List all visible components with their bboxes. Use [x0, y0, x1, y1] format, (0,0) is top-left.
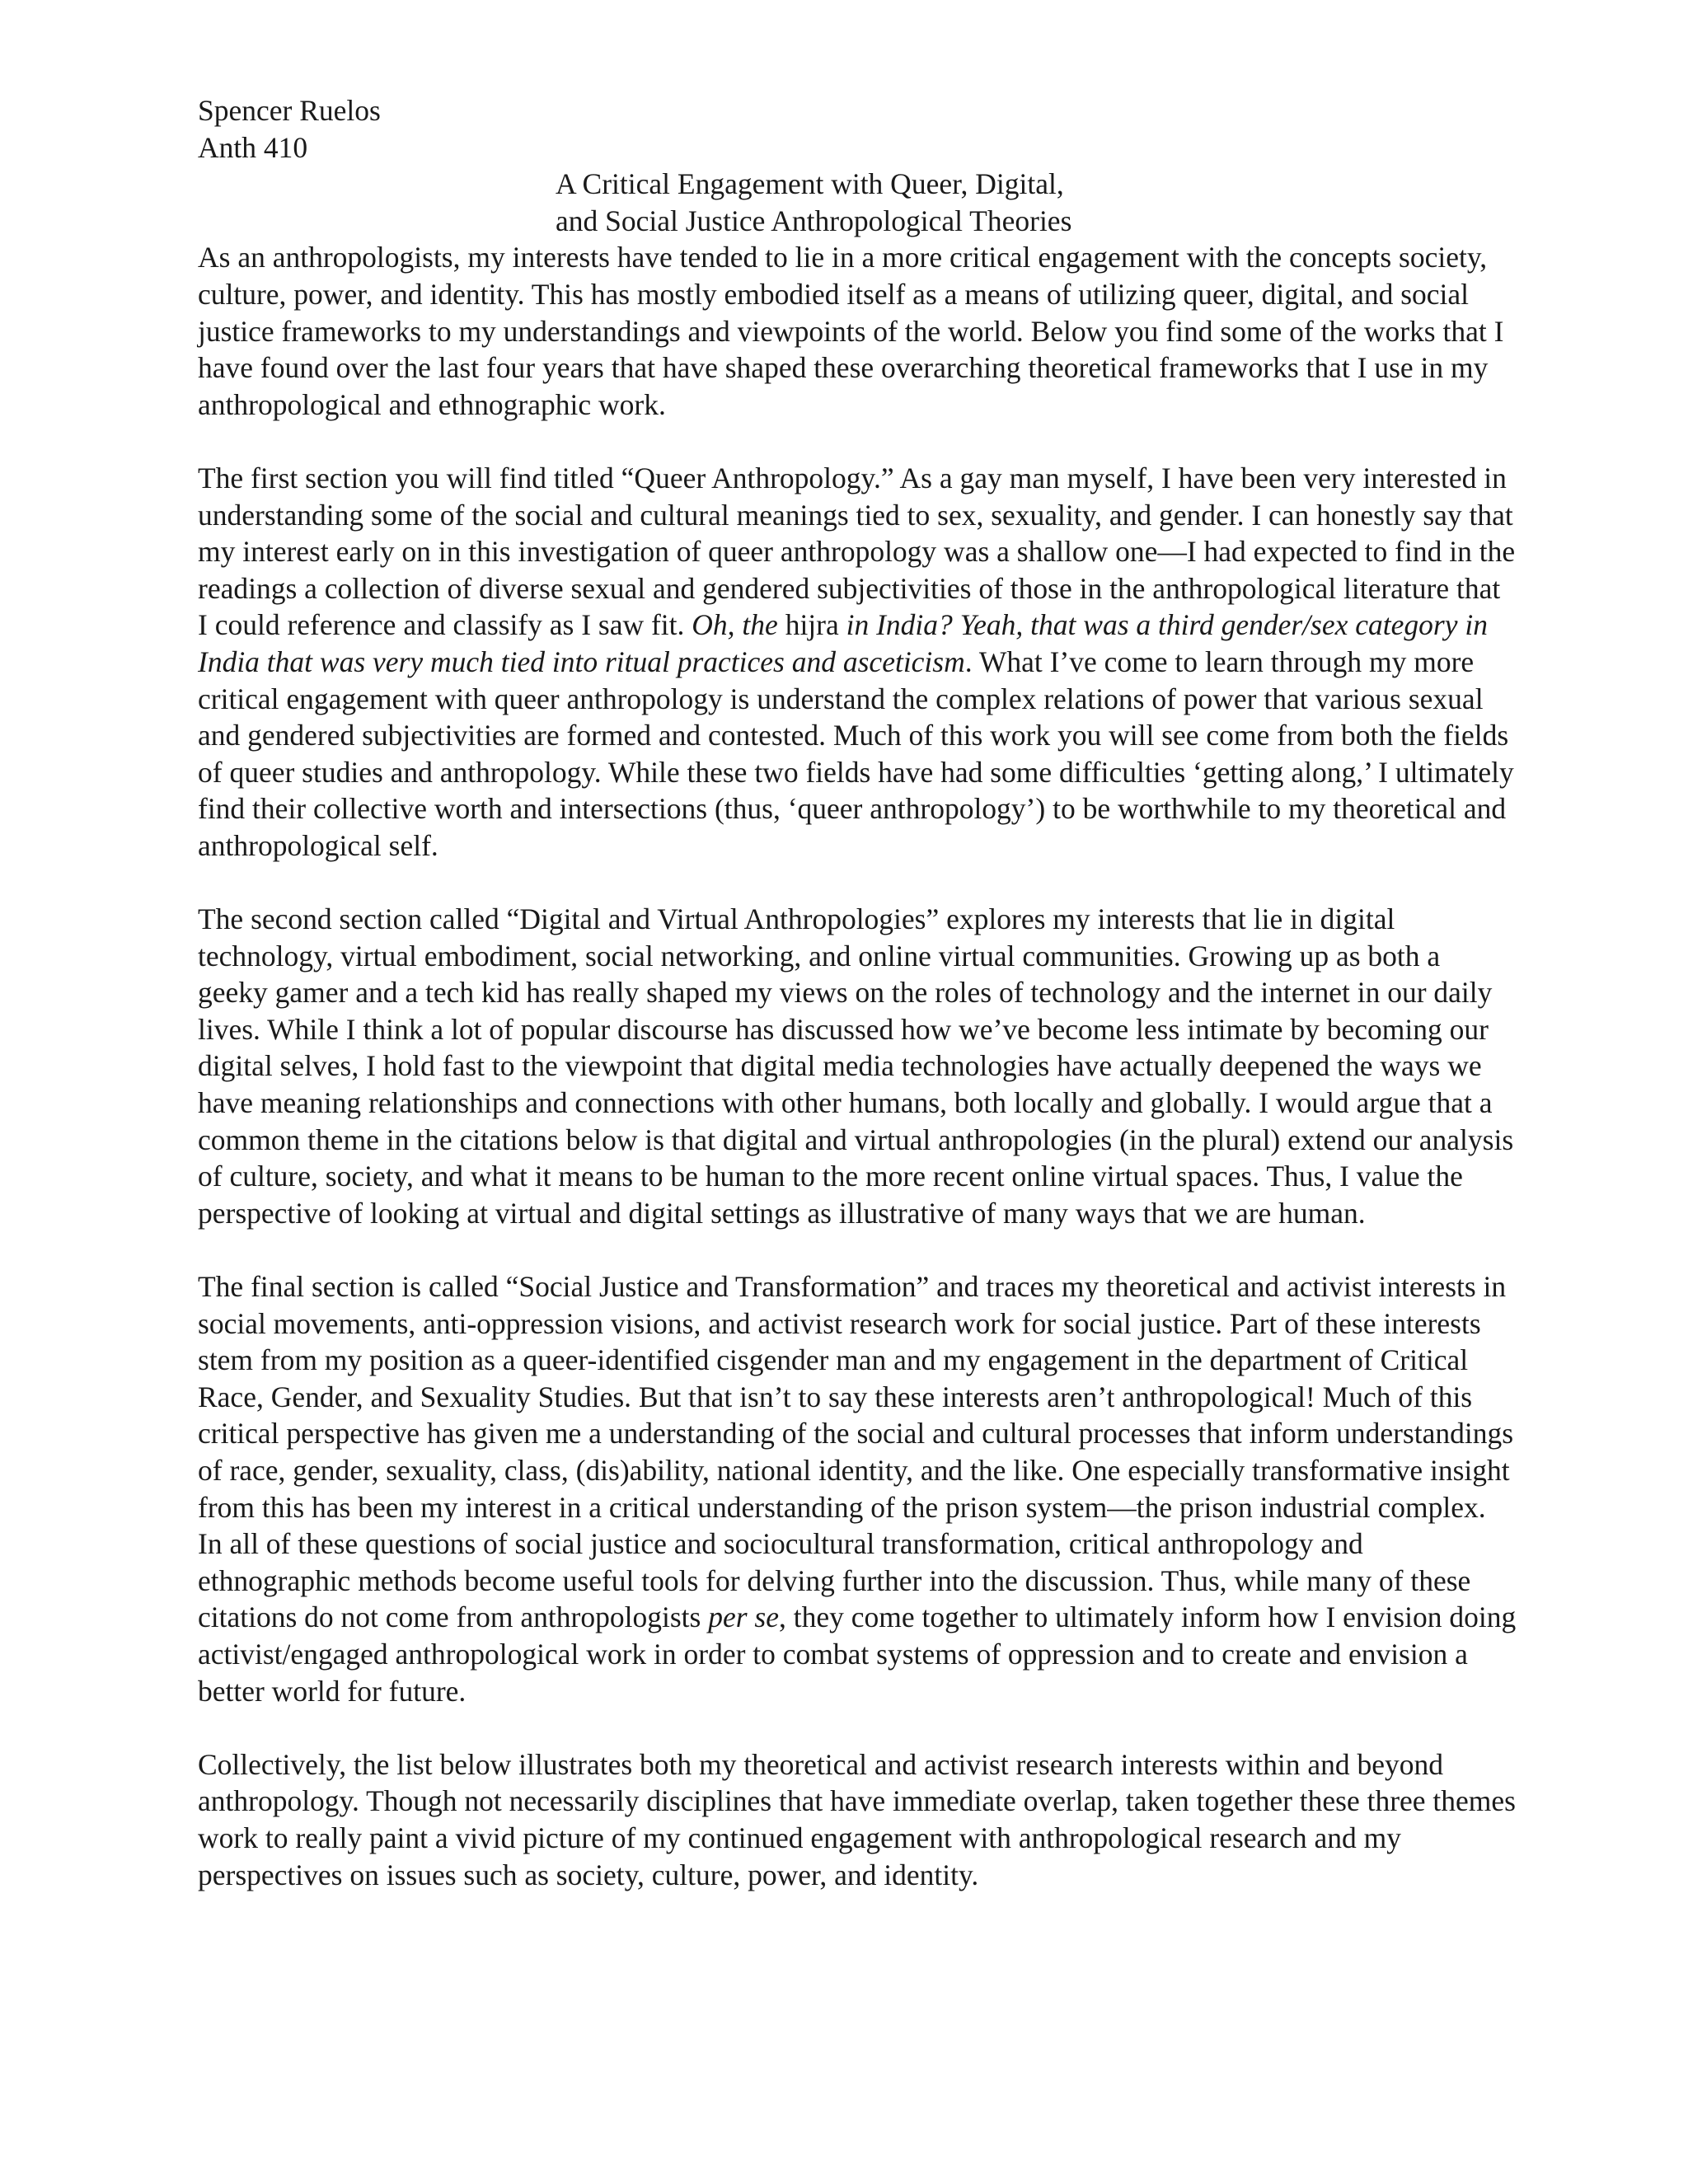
document-page — [198, 92, 1517, 1893]
intro-paragraph: As an anthropologists, my interests have tended to lie in a more critical engagement with the concepts society, culture, power, and identity. This has mostly embodied itself as a means of utilizing queer, digital, and social justice frameworks to my understandings and viewpoints of the world. Below you find some of the works that I have found over the last four years that have shaped these overarching theoretical frameworks that I use in my anthropological and ethnographic work. — [198, 241, 1504, 421]
justice-text-1: The final section is called “Social Justice and Transformation” and traces my theoretical and activist interests in social movements, anti-oppression visions, and activist research work for social justice. Part of these interests stem from my position as a queer-identified cisgender man and my engagement in the department of Critical Race, Gender, and Sexuality Studies. But that isn’t to say these interests aren’t anthropological! Much of this critical perspective has given me a understanding of the social and cultural processes that inform understandings of race, gender, sexuality, class, (dis)ability, national identity, and the like. One especially transformative insight from this has been my interest in a critical understanding of the prison system—the prison industrial complex. In all of these questions of social justice and sociocultural transformation, critical anthropology and ethnographic methods become useful tools for delving further into the discussion. Thus, while many of these citations do not come from anthropologists — [198, 1270, 1514, 1634]
conclusion-paragraph: Collectively, the list below illustrates both my theoretical and activist research interests within and beyond anthropology. Though not necessarily disciplines that have immediate overlap, taken together these three themes work to really paint a vivid picture of my continued engagement with anthropological research and my perspectives on issues such as society, culture, power, and identity. — [198, 1747, 1516, 1891]
justice-text-2: , they come together to ultimately inform how I envision doing activist/engaged anthropological work in order to combat systems of oppression and to create and envision a better world for future. — [198, 1601, 1517, 1708]
queer-italic-2: in India? Yeah, that was a third gender/sex category in India that was very much tied into ritual practices and asceticism — [198, 608, 1488, 678]
queer-text-2: . What I’ve come to learn through my more critical engagement with queer anthropology is understand the complex relations of power that various sexual and gendered subjectivities are formed and contested. Much of this work you will see come from both the fields of queer studies and anthropology. While these two fields have had some difficulties ‘getting along,’ I ultimately find their collective worth and intersections (thus, ‘queer anthropology’) to be worthwhile to my theoretical and anthropological self. — [198, 644, 1514, 862]
document-header — [198, 92, 1517, 166]
digital-anthropology-paragraph: The second section called “Digital and Virtual Anthropologies” explores my interests that lie in digital technology, virtual embodiment, social networking, and online virtual communities. Growing up as both a geeky gamer and a tech kid has really shaped my views on the roles of technology and the internet in our daily lives. While I think a lot of popular discourse has discussed how we’ve become less intimate by becoming our digital selves, I hold fast to the viewpoint that digital media technologies have actually deepened the ways we have meaning relationships and connections with other humans, both locally and globally. I would argue that a common theme in the citations below is that digital and virtual anthropologies (in the plural) extend our analysis of culture, society, and what it means to be human to the more recent online virtual spaces. Thus, I value the perspective of looking at virtual and digital settings as illustrative of many ways that we are human. — [198, 902, 1514, 1230]
title-line-2: and Social Justice Anthropological Theories — [556, 204, 1072, 237]
queer-hijra-term: hijra — [777, 608, 846, 642]
social-justice-paragraph — [198, 1268, 1517, 1709]
document-title — [198, 166, 1517, 239]
title-line-1: A Critical Engagement with Queer, Digital, — [556, 167, 1064, 201]
queer-text-1: The first section you will find titled “Queer Anthropology.” As a gay man myself, I have been very interested in understanding some of the social and cultural meanings tied to sex, sexuality, and gender. I can honestly say that my interest early on in this investigation of queer anthropology was a shallow one—I had expected to find in the readings a collection of diverse sexual and gendered subjectivities of those in the anthropological literature that I could reference and classify as I saw fit. — [198, 461, 1516, 642]
justice-italic-per-se: per se — [708, 1601, 779, 1634]
queer-anthropology-paragraph — [198, 460, 1517, 865]
author-name: Spencer Ruelos — [198, 94, 381, 127]
queer-italic-1: Oh, the — [692, 608, 778, 642]
course-code: Anth 410 — [198, 130, 308, 164]
